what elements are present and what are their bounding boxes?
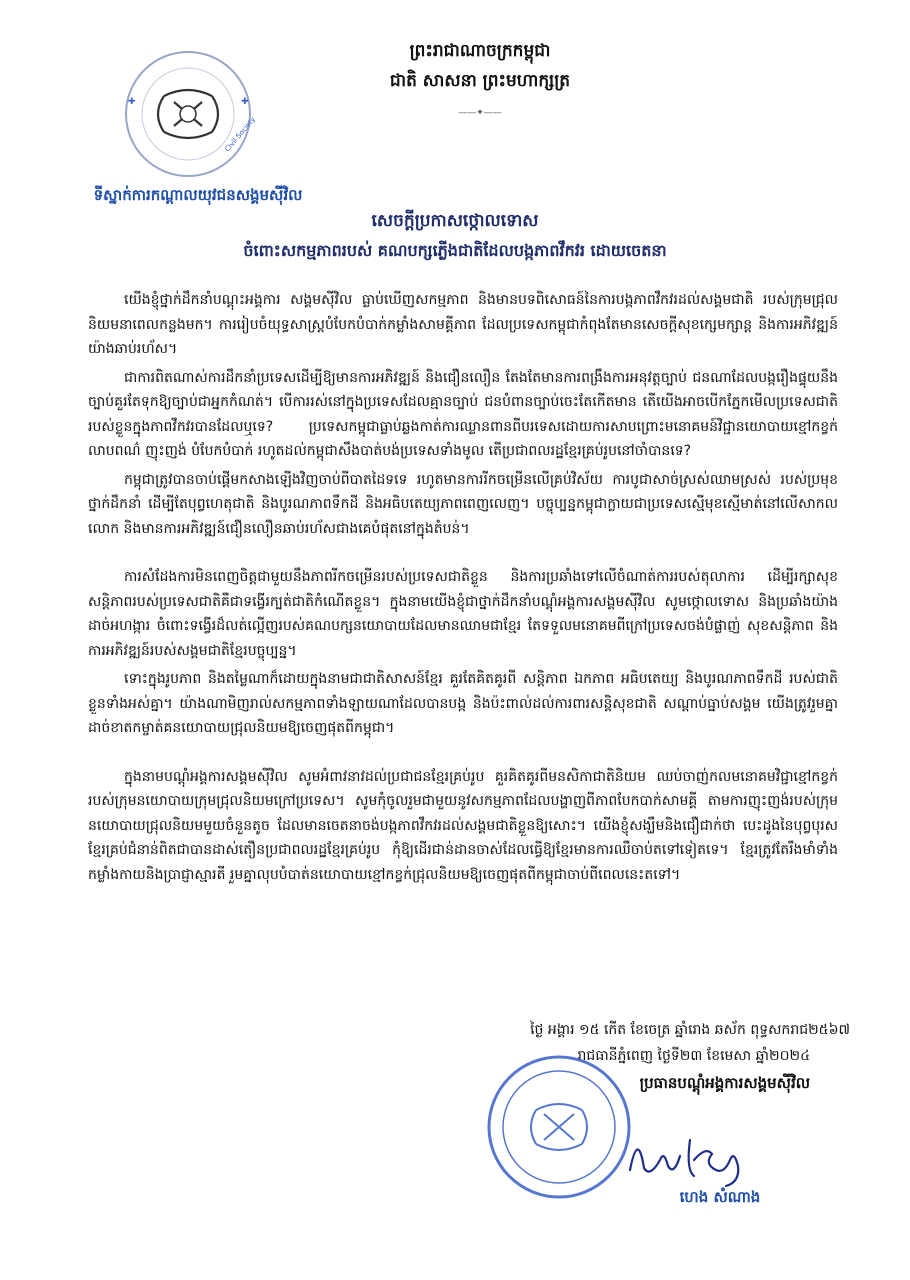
statement-title: សេចក្តីប្រកាសថ្កោលទោស — [371, 211, 539, 231]
signer-title: ប្រធានបណ្តុំអង្គការសង្គមស៊ីវិល — [639, 1074, 810, 1092]
national-motto: ជាតិ សាសនា ព្រះមហាក្សត្រ — [389, 71, 571, 91]
paragraph: យើងខ្ញុំថ្នាក់ដឹកនាំបណ្តុះអង្គការ សង្គមស៊ីវិល ធ្លាប់ឃើញសកម្មភាព និងមានបទពិសោធន៍នៃការបង្កភាពវឹកវរដល់សង្គមជាតិ របស់ក្រុមជ្រុលនិយមនាពេលកន្លងមក។ ការរៀបចំយុទ្ធសាស្រ្តបំបែកបំបាក់កម្លាំងសាមគ្គីភាព ដែលប្រទេសកម្ពុជាកំពុងតែមានសេចក្តីសុខក្សេមក្សាន្ត និងការអភិវឌ្ឍន៍យ៉ាងឆាប់រហ័ស។ — [88, 292, 838, 357]
svg-text:Civil Society: Civil Society — [223, 115, 258, 154]
paragraph: ទោះក្នុងរូបភាព និងតម្លៃណាក៏ដោយក្នុងនាមជាជាតិសាសន៍ខ្មែរ គួរតែគិតគូរពី សន្តិភាព ឯកភាព អធិបតេយ្យ និងបូរណភាពទឹកដី របស់ជាតិខ្លួនទាំងអស់គ្នា។ យ៉ាងណាមិញរាល់សកម្មភាពទាំងឡាយណាដែលបានបង្ក និងប៉ះពាល់ដល់ការពារសន្តិសុខជាតិ សណ្តាប់ធ្នាប់សង្គម យើងត្រូវរួមគ្នាដាច់ខាតកម្ចាត់គនយោបាយជ្រុលនិយមឱ្យចេញផុតពីកម្ពុជា។ — [88, 671, 838, 736]
svg-text:✚: ✚ — [241, 97, 249, 107]
logo-emblem-icon — [108, 44, 268, 184]
kingdom-heading: ព្រះរាជាណាចក្រកម្ពុជា — [409, 41, 551, 61]
date-solar: រាជធានីភ្នំពេញ ថ្ងៃទី២៣ ខែមេសា ឆ្នាំ២០២៤ — [577, 1048, 810, 1064]
organization-name: ទីស្នាក់ការកណ្តាលយុវជនសង្គមស៊ីវិល — [93, 186, 303, 204]
signer-name: ហេង សំណាង — [679, 1188, 761, 1206]
svg-text:✚: ✚ — [128, 97, 136, 107]
header-ornament: ——✦—— — [458, 108, 502, 118]
paragraph: ការសំដែងការមិនពេញចិត្តជាមួយនឹងភាពរីកចម្រើនរបស់ប្រទេសជាតិខ្លួន និងការប្រឆាំងទៅលើចំណាត់ការរបស់តុលាការ ដើម្បីរក្សាសុខសន្តិភាពរបស់ប្រទេសជាតិគឺជាទង្វើរក្បត់ជាតិកំណើតខ្លួន។ ក្នុងនាមយើងខ្ញុំជាថ្នាក់ដឹកនាំបណ្តុំអង្គការសង្គមស៊ីវិល សូមថ្កោលទោស និងប្រឆាំងយ៉ាងដាច់អហង្ការ ចំពោះទង្វើរដ៏លត់ល្អើញរបស់គណបក្សនយោបាយដែលមានឈាមជាខ្មែរ តែទទួលមនោគមពីក្រៅប្រទេសចង់បំផ្លាញ់ សុខសន្តិភាព និងការអភិវឌ្ឍន៍របស់សង្គមជាតិខ្មែរបច្ចុប្បន្ន។ — [88, 569, 838, 659]
paragraph: កម្ពុជាត្រូវបានចាប់ផ្តើមកសាងឡើងវិញចាប់ពីបាតដៃទទេ រហូតមានការរីកចម្រើនលើគ្រប់វិស័យ ការបូជាសាច់ស្រស់ឈាមស្រស់ របស់ប្រមុខថ្នាក់ដឹកនាំ ដើម្បីតែបុព្វហេតុជាតិ និងបូរណភាពទឹកដី និងអធិបតេយ្យភាពពេញលេញ។ បច្ចុប្បន្នកម្ពុជាក្លាយជាប្រទេសស្មើមុខស្មើមាត់នៅលើសាកលលោក និងមានការអភិវឌ្ឍន៍ជឿនលឿនឆាប់រហ័សជាងគេបំផុតនៅក្នុងតំបន់។ — [88, 471, 838, 537]
statement-subtitle: ចំពោះសកម្មភាពរបស់ គណបក្សភ្លើងជាតិដែលបង្កភាពវឹកវរ ដោយចេតនា — [243, 241, 667, 260]
organization-logo — [108, 44, 268, 184]
statement-body — [88, 288, 838, 891]
date-lunar: ថ្ងៃ អង្គារ ១៥ កើត ខែចេត្រ ឆ្នាំរោង ឆស័ក ពុទ្ធសករាជ២៥៦៧ — [530, 1022, 850, 1038]
paragraph: ក្នុងនាមបណ្តុំអង្គការសង្គមស៊ីវិល សូមអំពាវនាវដល់ប្រជាជនខ្មែរគ្រប់រូប គួរគិតគូរពីមនសិកាជាតិនិយម ឈប់ចាញ់កលមនោគមវិជ្ជាខ្មៅកខ្វក់ របស់ក្រុមនយោបាយក្រុមជ្រុលនិយមក្រៅប្រទេស។ សូមកុំចូលរួមជាមួយនូវសកម្មភាពដែលបង្ហាញពីភាពបែកបាក់សាមគ្គី តាមការញុះញង់របស់ក្រុមនយោបាយជ្រុលនិយមមួយចំនួនតូច ដែលមានចេតនាចង់បង្កភាពវឹកវរដល់សង្គមជាតិខ្លួនឱ្យសោះ។ យើងខ្ញុំសង្ឃឹមនិងជឿជាក់ថា បេះដូងនៃបុព្វបុរសខ្មែរគ្រប់ជំនាន់ពិតជាបានដាស់តឿនប្រជាពលរដ្ឋខ្មែរគ្រប់រូប កុំឱ្យដើរជាន់ដានចាស់ដែលធ្វើឱ្យខ្មែរមានការឈឺចាប់តទៅទៀតទេ។ ខ្មែរត្រូវតែរឹងមាំទាំងកម្លាំងកាយនិងប្រាជ្ញាស្មារតី រួមគ្នាលុបបំបាត់នយោបាយខ្មៅកខ្វក់ជ្រុលនិយមឱ្យចេញផុតពីកម្ពុជាចាប់ពីពេលនេះតទៅ។ — [88, 768, 838, 883]
paragraph: ជាការពិតណាស់ការដឹកនាំប្រទេសដើម្បីឱ្យមានការអភិវឌ្ឍន៍ និងជឿនលឿន តែងតែមានការពង្រឹងការអនុវត្តច្បាប់ ជនណាដែលបង្ករឿងផ្ទុយនឹងច្បាប់គួរតែទុកឱ្យច្បាប់ជាអ្នកកំណត់។ បើការរស់នៅក្នុងប្រទេសដែលគ្មានច្បាប់ ជនបំពានច្បាប់ចេះតែកើតមាន តើយើងអាចបើកភ្នែកមើលប្រទេសជាតិរបស់ខ្លួនក្នុងភាពវឹកវរបានដែលឬទេ? ប្រទេសកម្ពុជាធ្លាប់ឆ្លងកាត់ការឈ្លានពានពីបរទេសដោយការសាបព្រោះមនោគមន៍វិជ្ជានយោបាយខ្មៅកខ្វក់ លាបពណ៌ ញុះញង់ បំបែកបំបាក់ រហូតដល់កម្ពុជាសឹងបាត់បង់ប្រទេសទាំងមូល តើប្រជាពលរដ្ឋខ្មែរគ្រប់រូបនៅចាំបានទេ? — [88, 369, 838, 459]
handwritten-signature-icon — [620, 1120, 750, 1190]
